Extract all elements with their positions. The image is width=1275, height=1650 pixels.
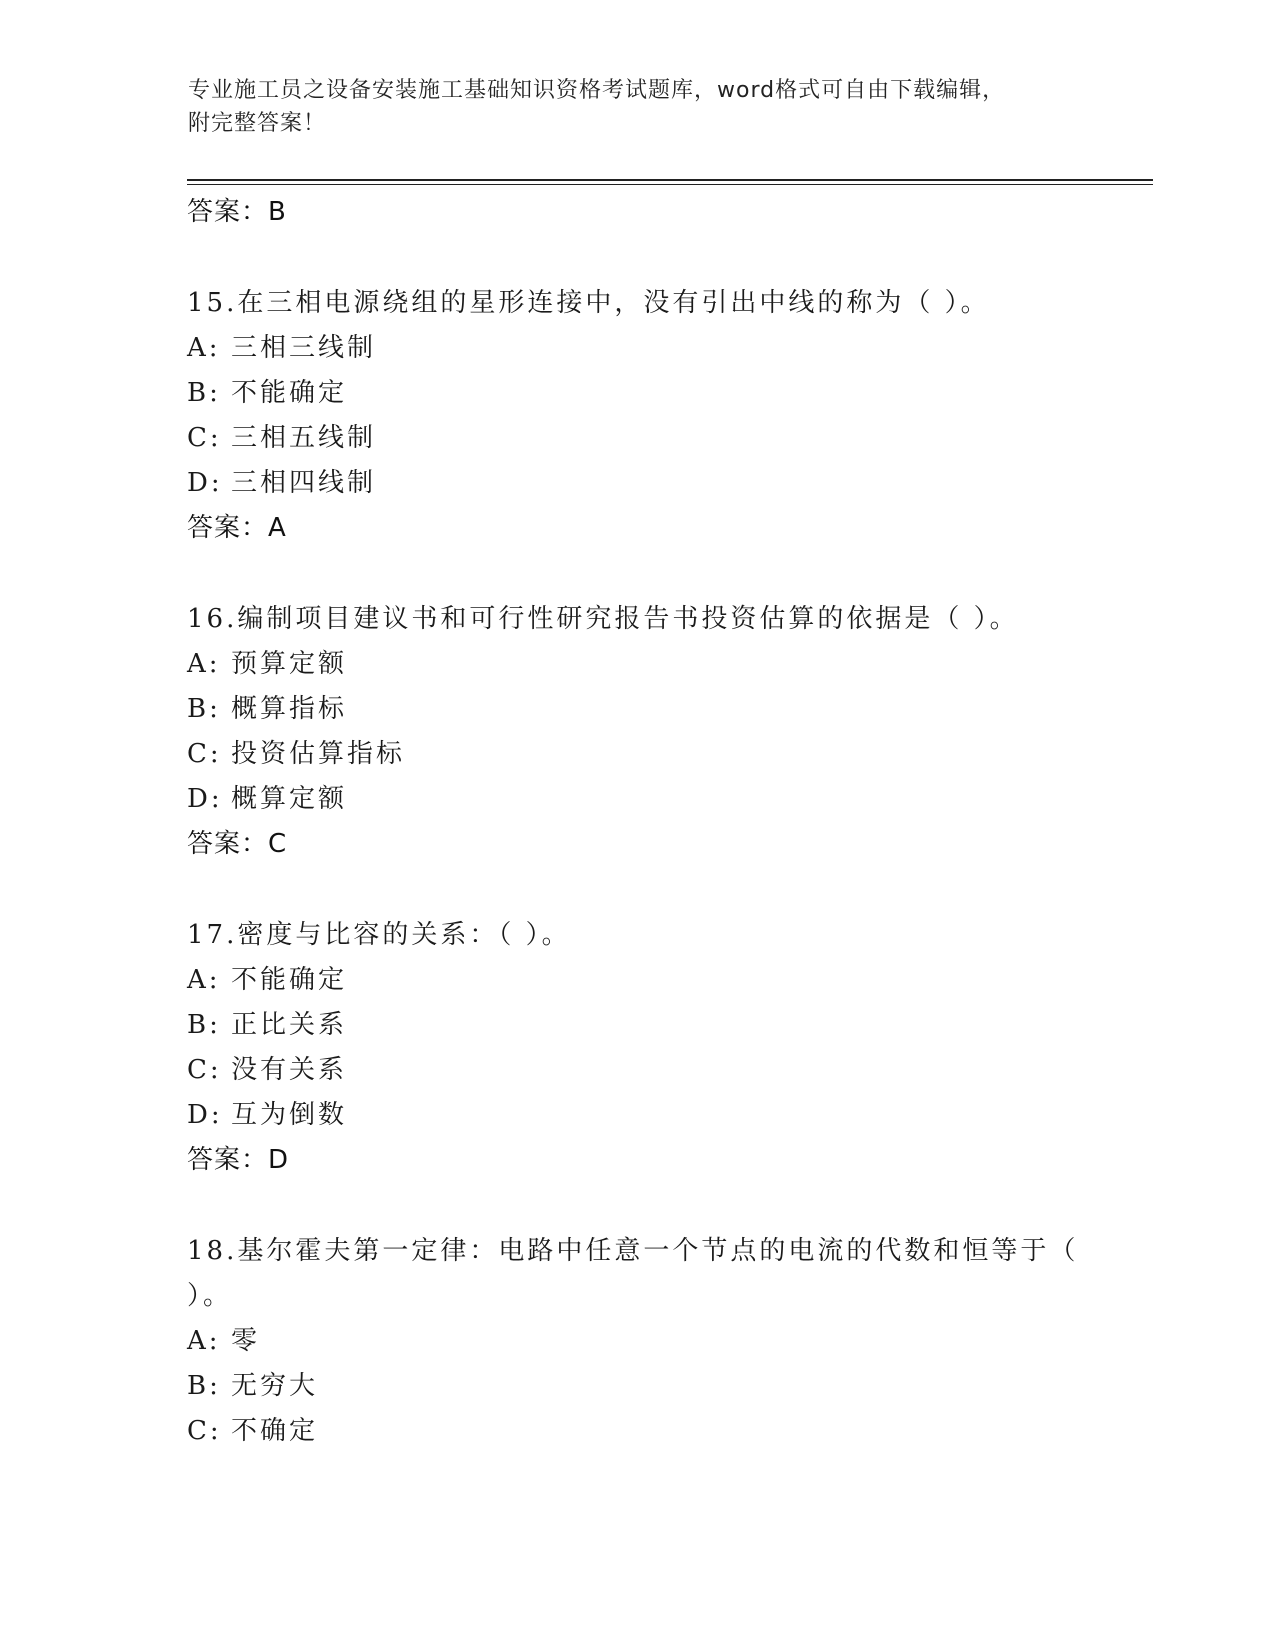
- question-text-continued: ）。: [187, 1281, 233, 1311]
- option-b: [187, 687, 1087, 732]
- option-text: 概算定额: [231, 784, 348, 814]
- option-key: B:: [187, 694, 221, 724]
- answer-line: 答案：A: [187, 513, 287, 543]
- header-line-2: 附完整答案！: [188, 111, 327, 136]
- option-text: 投资估算指标: [231, 739, 406, 769]
- option-key: A:: [187, 649, 221, 679]
- option-key: C:: [187, 739, 222, 769]
- option-text: 互为倒数: [231, 1100, 348, 1130]
- option-text: 概算指标: [231, 694, 348, 724]
- question-text: 15.在三相电源绕组的星形连接中，没有引出中线的称为（ ）。: [187, 288, 990, 318]
- question-text: 18.基尔霍夫第一定律：电路中任意一个节点的电流的代数和恒等于（: [187, 1236, 1079, 1266]
- option-key: D:: [187, 784, 223, 814]
- option-key: A:: [187, 1326, 221, 1356]
- option-text: 预算定额: [231, 649, 348, 679]
- option-b: [187, 371, 1087, 416]
- header-line-1: 专业施工员之设备安装施工基础知识资格考试题库，word格式可自由下载编辑，: [188, 78, 1006, 103]
- option-key: B:: [187, 378, 221, 408]
- option-key: A:: [187, 333, 221, 363]
- option-a: [187, 326, 1087, 371]
- question-text: 16.编制项目建议书和可行性研究报告书投资估算的依据是（ ）。: [187, 604, 1019, 634]
- question-text: 17.密度与比容的关系：（ ）。: [187, 920, 571, 950]
- document-header: [188, 74, 1088, 140]
- option-key: D:: [187, 468, 223, 498]
- answer-line: 答案：C: [187, 829, 288, 859]
- option-text: 不确定: [231, 1416, 319, 1446]
- option-d: [187, 777, 1087, 822]
- option-c: [187, 416, 1087, 461]
- option-text: 三相五线制: [231, 423, 377, 453]
- option-c: [187, 732, 1087, 777]
- question-list: [187, 190, 1087, 1454]
- header-divider-thick: [187, 179, 1153, 181]
- question-stem: [187, 281, 1077, 326]
- option-a: [187, 1319, 1087, 1364]
- question-stem: [187, 1229, 1077, 1319]
- option-key: C:: [187, 1416, 222, 1446]
- option-key: C:: [187, 1055, 222, 1085]
- option-key: A:: [187, 965, 221, 995]
- option-text: 不能确定: [231, 965, 348, 995]
- option-d: [187, 461, 1087, 506]
- option-key: B:: [187, 1010, 221, 1040]
- question-stem: [187, 597, 1077, 642]
- option-text: 正比关系: [231, 1010, 348, 1040]
- option-text: 无穷大: [231, 1371, 319, 1401]
- option-c: [187, 1409, 1087, 1454]
- answer-line: 答案：D: [187, 1145, 290, 1175]
- option-key: C:: [187, 423, 222, 453]
- option-b: [187, 1364, 1087, 1409]
- option-key: B:: [187, 1371, 221, 1401]
- option-text: 三相四线制: [231, 468, 377, 498]
- option-a: [187, 958, 1087, 1003]
- option-text: 没有关系: [231, 1055, 348, 1085]
- option-text: 三相三线制: [231, 333, 377, 363]
- header-divider-thin: [187, 184, 1153, 185]
- option-text: 不能确定: [231, 378, 348, 408]
- option-key: D:: [187, 1100, 223, 1130]
- answer-line: 答案：B: [187, 197, 287, 227]
- option-a: [187, 642, 1087, 687]
- option-c: [187, 1048, 1087, 1093]
- option-text: 零: [231, 1326, 261, 1356]
- option-b: [187, 1003, 1087, 1048]
- question-stem: [187, 913, 1077, 958]
- option-d: [187, 1093, 1087, 1138]
